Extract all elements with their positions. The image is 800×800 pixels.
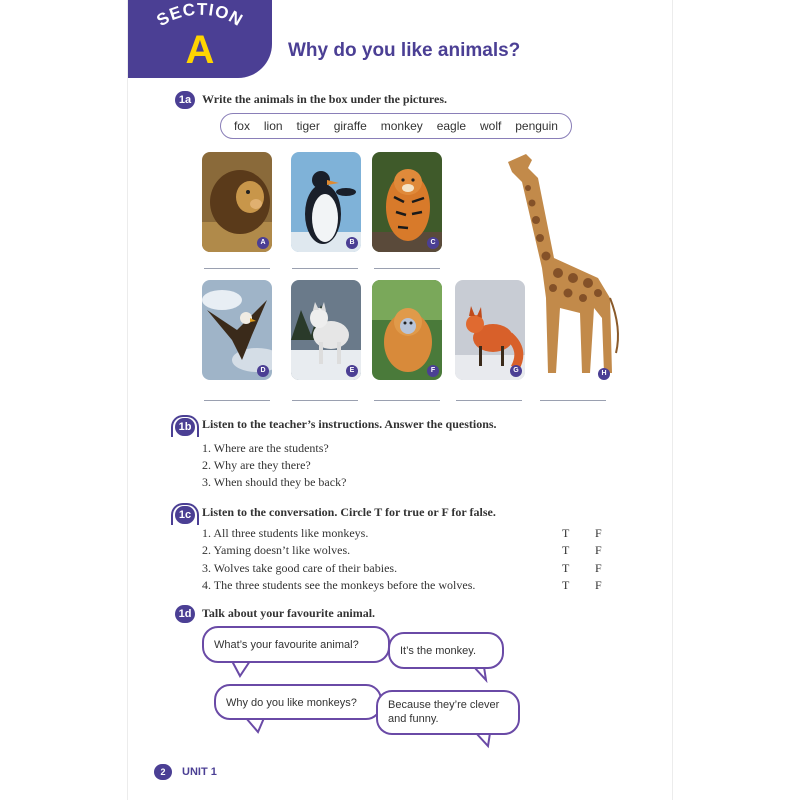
answer-line (374, 400, 440, 401)
exercise-badge-1c: 1c (175, 506, 195, 524)
wolf-photo (291, 280, 361, 380)
section-label: SECTION (153, 0, 247, 31)
picture-letter: A (257, 237, 269, 249)
statement-item: 4. The three students see the monkeys before the wolves. (202, 578, 476, 592)
true-option[interactable]: T (562, 543, 570, 557)
word-box (220, 113, 572, 139)
false-option[interactable]: F (595, 561, 602, 575)
statement-item: 2. Yaming doesn’t like wolves. (202, 543, 351, 557)
answer-line (456, 400, 522, 401)
instruction-1c: Listen to the conversation. Circle T for true or F for false. (202, 505, 496, 519)
bubble-text: What’s your favourite animal? (214, 639, 359, 651)
true-option[interactable]: T (562, 561, 570, 575)
bubble-text: Why do you like monkeys? (226, 697, 357, 709)
word-item: wolf (479, 119, 502, 133)
speech-bubble (388, 632, 504, 669)
instruction-1a: Write the animals in the box under the pictures. (202, 92, 448, 106)
exercise-badge-1d: 1d (175, 605, 195, 623)
word-item: eagle (436, 119, 467, 133)
question-item: 2. Why are they there? (202, 458, 311, 472)
picture-letter: E (346, 365, 358, 377)
true-option[interactable]: T (562, 578, 570, 592)
penguin-photo (291, 152, 361, 252)
speech-bubble (376, 690, 520, 735)
exercise-badge-1a: 1a (175, 91, 195, 109)
exercise-badge-1b: 1b (175, 418, 195, 436)
word-item: penguin (515, 119, 558, 133)
tiger-photo (372, 152, 442, 252)
picture-letter: F (427, 365, 439, 377)
true-option[interactable]: T (562, 526, 570, 540)
section-tab (128, 0, 272, 78)
answer-line (292, 400, 358, 401)
word-item: fox (233, 119, 250, 133)
speech-bubble (202, 626, 390, 663)
monkey-photo (372, 280, 442, 380)
lion-photo (202, 152, 272, 252)
answer-line (374, 268, 440, 269)
answer-line (204, 400, 270, 401)
eagle-photo (202, 280, 272, 380)
section-letter: A (185, 28, 215, 72)
statement-item: 3. Wolves take good care of their babies. (202, 561, 398, 575)
word-item: tiger (296, 119, 320, 133)
speech-bubble (214, 684, 382, 720)
answer-line (204, 268, 270, 269)
page-title: Why do you like animals? (288, 40, 521, 61)
word-item: lion (263, 119, 283, 133)
word-item: giraffe (333, 119, 367, 133)
page-number: 2 (154, 764, 172, 780)
false-option[interactable]: F (595, 543, 602, 557)
picture-letter: C (427, 237, 439, 249)
word-item: monkey (380, 119, 423, 133)
picture-letter: G (510, 365, 522, 377)
picture-letter: D (257, 365, 269, 377)
bubble-text: Because they’re clever and funny. (388, 699, 500, 725)
false-option[interactable]: F (595, 578, 602, 592)
picture-letter: H (598, 368, 610, 380)
instruction-1d: Talk about your favourite animal. (202, 606, 376, 620)
answer-line (540, 400, 606, 401)
instruction-1b: Listen to the teacher’s instructions. Answer the questions. (202, 417, 497, 431)
statement-item: 1. All three students like monkeys. (202, 526, 369, 540)
giraffe-photo (498, 148, 628, 380)
unit-label: UNIT 1 (182, 766, 217, 778)
picture-letter: B (346, 237, 358, 249)
answer-line (292, 268, 358, 269)
question-item: 3. When should they be back? (202, 475, 347, 489)
question-item: 1. Where are the students? (202, 441, 329, 455)
bubble-text: It’s the monkey. (400, 645, 477, 657)
false-option[interactable]: F (595, 526, 602, 540)
